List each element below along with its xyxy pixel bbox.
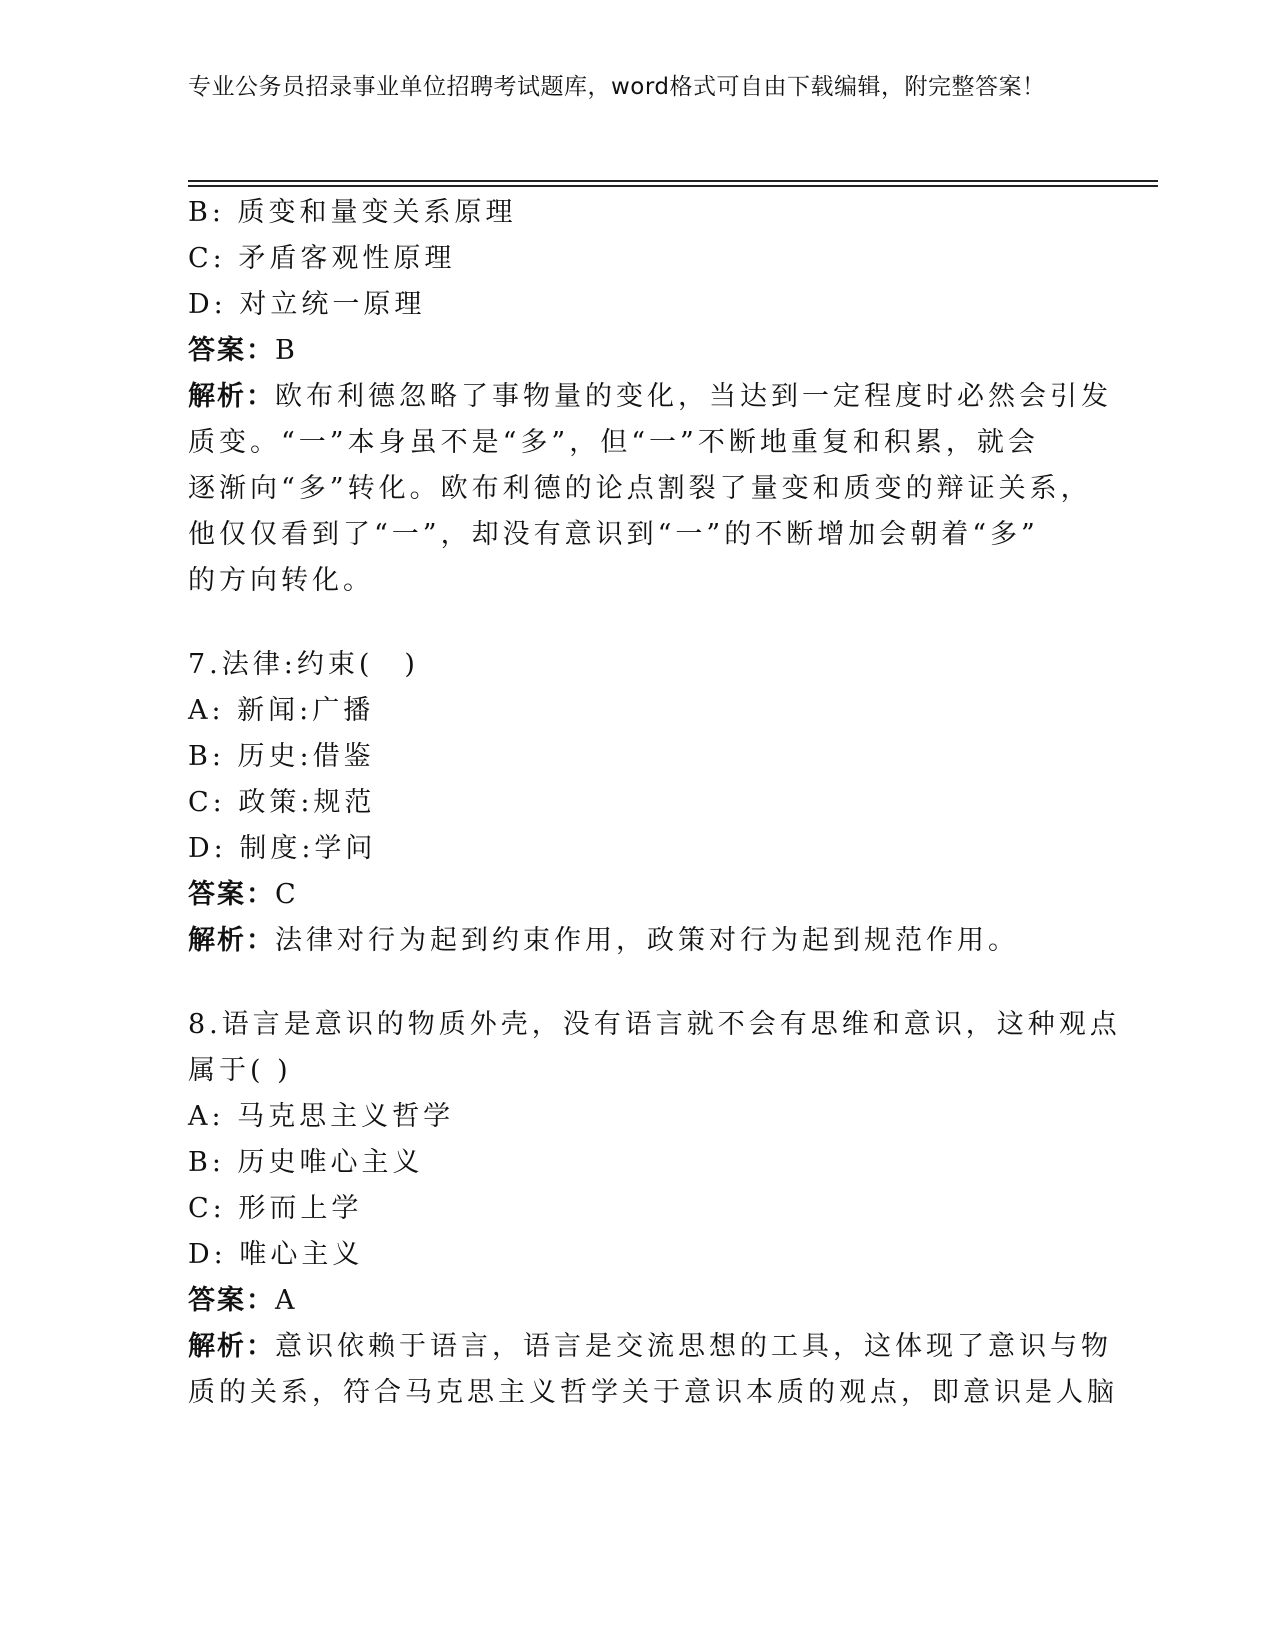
q7-answer-label: 答案：: [188, 879, 275, 910]
q8-answer: [188, 1278, 1068, 1324]
divider-line-top: [188, 180, 1158, 182]
q6-option-b: B: 质变和量变关系原理: [188, 197, 517, 228]
q7-question: 7.法律:约束( ): [188, 649, 419, 680]
q7-option-b: B: 历史:借鉴: [188, 741, 375, 772]
q7-answer: [188, 872, 1068, 918]
q6-analysis-line: 质变。“一”本身虽不是“多”，但“一”不断地重复和积累，就会: [188, 427, 1039, 458]
q7-analysis: [188, 918, 1068, 964]
q6-analysis-line: 的方向转化。: [188, 565, 374, 596]
question-6: [188, 190, 1112, 604]
q8-analysis: [188, 1324, 1118, 1416]
q6-option-d: D: 对立统一原理: [188, 289, 426, 320]
q8-analysis-text: 意识依赖于语言，语言是交流思想的工具，这体现了意识与物: [275, 1331, 1112, 1362]
q8-option-b: B: 历史唯心主义: [188, 1147, 424, 1178]
q8-answer-label: 答案：: [188, 1285, 275, 1316]
q7-option-a: A: 新闻:广播: [188, 695, 375, 726]
q7-answer-value: C: [275, 879, 300, 910]
q8-answer-value: A: [275, 1285, 299, 1316]
page-header: [188, 72, 1088, 103]
q6-answer-label: 答案：: [188, 335, 275, 366]
q7-option-d: D: 制度:学问: [188, 833, 377, 864]
q6-analysis-line: 他仅仅看到了“一”，却没有意识到“一”的不断增加会朝着“多”: [188, 519, 1039, 550]
q6-option-c: C: 矛盾客观性原理: [188, 243, 456, 274]
q8-analysis-line: [188, 1324, 1112, 1370]
question-7: [188, 642, 1068, 964]
spacer: [188, 964, 1068, 1002]
question-8: [188, 1002, 1121, 1416]
q6-analysis-text: 欧布利德忽略了事物量的变化，当达到一定程度时必然会引发: [275, 381, 1112, 412]
q8-analysis-line: 质的关系，符合马克思主义哲学关于意识本质的观点，即意识是人脑: [188, 1377, 1118, 1408]
q8-question-line: 属于( ): [188, 1055, 292, 1086]
q6-analysis-line: 逐渐向“多”转化。欧布利德的论点割裂了量变和质变的辩证关系，: [188, 473, 1092, 504]
q7-analysis-label: 解析：: [188, 925, 275, 956]
spacer: [188, 604, 1068, 642]
q7-option-c: C: 政策:规范: [188, 787, 376, 818]
q8-option-c: C: 形而上学: [188, 1193, 363, 1224]
header-text: 专业公务员招录事业单位招聘考试题库，word格式可自由下载编辑，附完整答案！: [188, 74, 1046, 100]
q6-analysis-label: 解析：: [188, 381, 275, 412]
q8-question-line: 8.语言是意识的物质外壳，没有语言就不会有思维和意识，这种观点: [188, 1009, 1121, 1040]
q6-analysis: [188, 374, 1112, 604]
q8-option-a: A: 马克思主义哲学: [188, 1101, 455, 1132]
q7-analysis-text: 法律对行为起到约束作用，政策对行为起到规范作用。: [275, 925, 1019, 956]
q6-answer-value: B: [275, 335, 299, 366]
q6-answer: [188, 328, 1068, 374]
q8-analysis-label: 解析：: [188, 1331, 275, 1362]
q8-option-d: D: 唯心主义: [188, 1239, 364, 1270]
header-divider: [188, 180, 1158, 190]
q6-analysis-line: [188, 374, 1112, 420]
divider-line-bottom: [188, 185, 1158, 187]
document-body: [188, 190, 1121, 1416]
